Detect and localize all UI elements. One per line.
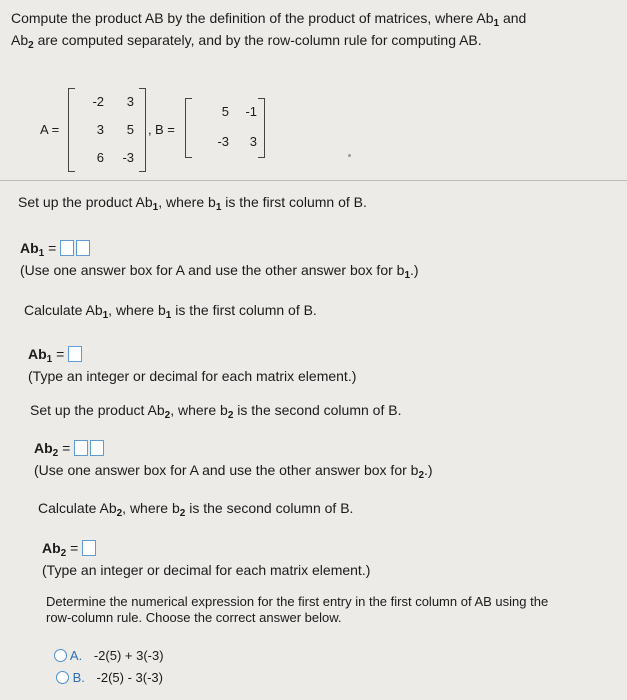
step4-prompt: Calculate $Ab_2$, where $b_2$ is the second column of B.: [38, 500, 354, 519]
matrix-a-cell: 6: [96, 150, 104, 165]
step2-answer-row: $Ab_1$ =: [28, 346, 82, 362]
matrix-b-cell: -1: [245, 104, 257, 119]
matrix-b-cell: 3: [249, 134, 257, 149]
matrix-a-left-bracket: [68, 88, 75, 172]
step3-answer-box-a[interactable]: [74, 440, 88, 456]
problem-line-2: $Ab_2$ are computed separately, and by the row-column rule for computing AB.: [11, 32, 482, 51]
option-a-text: -2(5) + 3(-3): [93, 648, 164, 663]
matrix-a-cell: 3: [126, 94, 134, 109]
step1-answer-box-b[interactable]: [76, 240, 90, 256]
option-a-letter: A.: [69, 648, 83, 663]
step4-label: Ab: [42, 540, 61, 556]
option-b[interactable]: [56, 670, 163, 685]
matrix-a-cell: -2: [92, 94, 104, 109]
matrix-a-label: A =: [40, 122, 60, 137]
radio-button-icon[interactable]: [56, 671, 69, 684]
step4-answer-box[interactable]: [82, 540, 96, 556]
matrix-a: [68, 88, 146, 172]
matrix-b-label: B =: [155, 122, 175, 137]
matrix-separator: ,: [148, 122, 152, 137]
step1-prompt: Set up the product $Ab_1$, where $b_1$ is the first column of B.: [18, 194, 367, 213]
step3-hint: (Use one answer box for A and use the other answer box for $b_2$.): [34, 462, 433, 481]
step3-answer-row: $Ab_2$ =: [34, 440, 104, 456]
matrix-b-right-bracket: [258, 98, 265, 158]
option-a[interactable]: [54, 648, 164, 663]
matrix-b-cell: 5: [221, 104, 229, 119]
section-divider: [0, 180, 627, 181]
step2-answer-box[interactable]: [68, 346, 82, 362]
step1-label: Ab: [20, 240, 39, 256]
step4-hint: (Type an integer or decimal for each matrix element.): [42, 562, 371, 578]
step1-answer-row: $Ab_1$ =: [20, 240, 90, 256]
matrix-a-cell: -3: [122, 150, 134, 165]
step3-answer-box-b[interactable]: [90, 440, 104, 456]
step2-prompt: Calculate $Ab_1$, where $b_1$ is the first column of B.: [24, 302, 317, 321]
matrix-a-cell: 3: [96, 122, 104, 137]
matrix-a-cell: 5: [126, 122, 134, 137]
matrix-b-cell: -3: [217, 134, 229, 149]
matrix-b: [185, 98, 265, 158]
step1-hint: (Use one answer box for A and use the other answer box for $b_1$.): [20, 262, 419, 281]
radio-button-icon[interactable]: [54, 649, 67, 662]
step5-prompt-line-1: Determine the numerical expression for the first entry in the first column of AB using the: [46, 594, 549, 609]
problem-line-1: Compute the product AB by the definition of the product of matrices, where $Ab_1$ and: [11, 10, 527, 29]
decorative-dot: [348, 154, 351, 157]
option-b-letter: B.: [72, 670, 85, 685]
matrix-b-left-bracket: [185, 98, 192, 158]
step5-prompt-line-2: row-column rule. Choose the correct answer below.: [46, 610, 342, 625]
step3-label: Ab: [34, 440, 53, 456]
step4-answer-row: $Ab_2$ =: [42, 540, 96, 556]
step3-prompt: Set up the product $Ab_2$, where $b_2$ is the second column of B.: [30, 402, 402, 421]
step2-hint: (Type an integer or decimal for each matrix element.): [28, 368, 357, 384]
option-b-text: -2(5) - 3(-3): [96, 670, 163, 685]
step2-label: Ab: [28, 346, 47, 362]
matrix-a-right-bracket: [139, 88, 146, 172]
step1-answer-box-a[interactable]: [60, 240, 74, 256]
